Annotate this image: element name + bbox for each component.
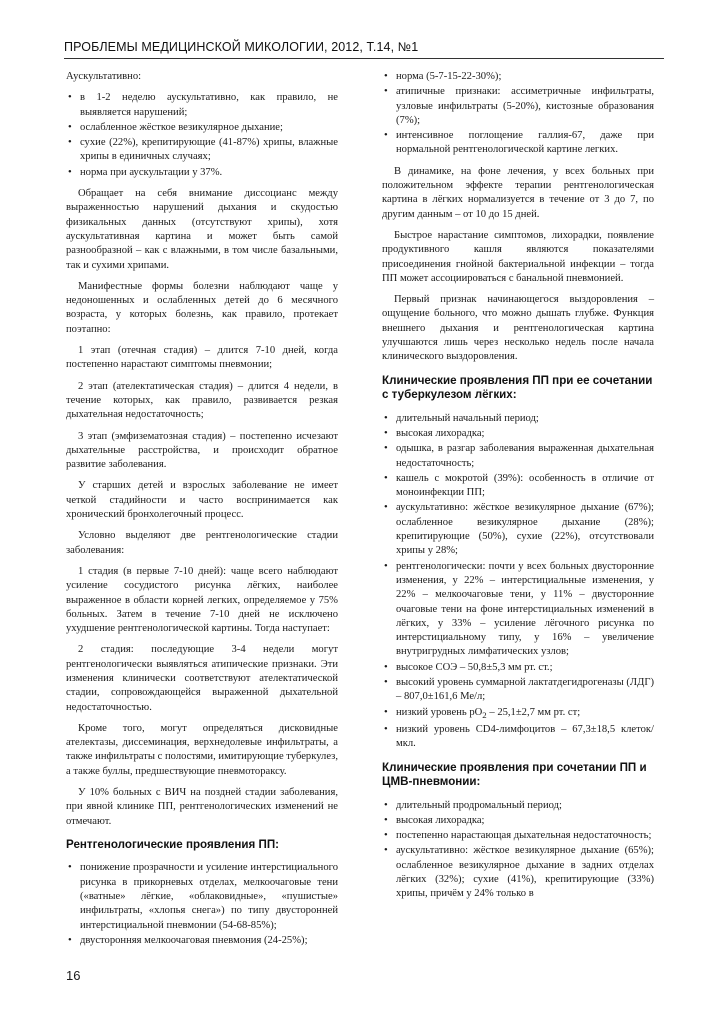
paragraph: У 10% больных с ВИЧ на поздней стадии заболевания, при явной клинике ПП, рентгенологических изменений не отмечают. (66, 787, 338, 827)
list-item: • высокое СОЭ – 50,8±5,3 мм рт. ст.; (382, 661, 654, 675)
left-column (66, 70, 338, 955)
list-item: • высокая лихорадка; (382, 814, 654, 828)
list-item: • кашель с мокротой (39%): особенность в отличие от моноинфекции ПП; (382, 472, 654, 501)
paragraph: 2 стадия: последующие 3-4 недели могут рентгенологически выявляться атипические признаки. Эти изменения клинически соответствуют ателектатической стадии, сопровождающейся выраженной дыхательной недостаточностью. (66, 644, 338, 713)
paragraph: Обращает на себя внимание диссоцианс между выраженностью нарушений дыхания и скудостью физикальных данных (отсутствуют хрипы), хотя аускультативная картина и может быть самой разнообразной – как с влажными, в том числе базальными, так и сухими хрипами. (66, 188, 338, 271)
list-item (382, 706, 654, 722)
cmv-list (382, 799, 654, 902)
section-heading-tb: Клинические проявления ПП при ее сочетании с туберкулезом лёгких: (382, 373, 653, 402)
list-item: • низкий уровень CD4-лимфоцитов – 67,3±18,5 клеток/мкл. (382, 723, 654, 752)
paragraph: Условно выделяют две рентгенологические стадии заболевания: (66, 530, 338, 556)
po2-value: – 25,1±2,7 мм рт. ст; (486, 706, 581, 718)
list-item: • рентгенологически: почти у всех больных двусторонние изменения, у 22% – интерстициальные изменения, у 22% – мелкоочаговые тени, у 11% – двусторонние очаговые тени на фоне интерстициальных изменений в лёгких, у 33% – усиление лёгочного рисунка по интерстициальному типу, у 16% – увеличение внутригрудных лимфатических узлов; (382, 560, 654, 660)
po2-subscript: 2 (482, 709, 487, 720)
auscultation-list (66, 91, 338, 180)
header-rule (64, 58, 664, 59)
paragraph: Кроме того, могут определяться дисковидные ателектазы, диссеминация, верхнедолевые инфильтраты, а также инфильтраты с полостями, имитирующие туберкулез, а также буллы, предшествующие пневмотораксу. (66, 722, 338, 777)
list-item: • интенсивное поглощение галлия-67, даже при нормальной рентгенологической картине легких. (382, 129, 654, 158)
list-item: • норма при аускультации у 37%. (66, 166, 338, 180)
paragraph: У старших детей и взрослых заболевание не имеет четкой стадийности и часто воспринимается как хронический бронхолегочный процесс. (66, 480, 338, 521)
section-heading-xray: Рентгенологические проявления ПП: (66, 837, 280, 851)
xray-list (66, 861, 338, 948)
auscultation-intro: Аускультативно: (66, 71, 142, 82)
page-number: 16 (66, 968, 81, 983)
list-item: • сухие (22%), крепитирующие (41-87%) хрипы, влажные хрипы в единичных случаях; (66, 136, 338, 165)
list-item: • в 1-2 неделю аускультативно, как правило, не выявляется нарушений; (66, 91, 338, 120)
list-item: • высокий уровень суммарной лактатдегидрогеназы (ЛДГ) – 807,0±161,6 Ме/л; (382, 676, 654, 705)
list-item: • понижение прозрачности и усиление интерстициального рисунка в прикорневых отделах, мелкоочаговые тени («ватные» лёгкие, «облаковидные», «пушистые» инфильтраты, «хлопья снега») по типу двусторонней интерстициальной пневмонии (54-68-85%); (66, 861, 338, 932)
paragraph: В динамике, на фоне лечения, у всех больных при положительном эффекте терапии рентгенологическая картина в лёгких нормализуется в течение от 3 до 7, по другим данным – от 10 до 15 дней. (382, 165, 654, 220)
paragraph: 3 этап (эмфизематозная стадия) – постепенно исчезают дыхательные расстройства, и происходит обратное развитие заболевания. (66, 430, 338, 471)
list-item: • аускультативно: жёсткое везикулярное дыхание (67%); ослабленное везикулярное дыхание (28%); крепитирующие (50%), сухие (22%), отсутствовали хрипы у 28%; (382, 501, 654, 558)
paragraph: Манифестные формы болезни наблюдают чаще у недоношенных и ослабленных детей до 6 месячного возраста, у которых болезнь, как правило, протекает поэтапно: (66, 280, 338, 335)
paragraph: 1 этап (отечная стадия) – длится 7-10 дней, когда постепенно нарастают симптомы пневмонии; (66, 345, 338, 371)
list-item: • длительный продромальный период; (382, 799, 654, 813)
section-heading-cmv: Клинические проявления при сочетании ПП и ЦМВ-пневмонии: (382, 760, 647, 789)
list-item: • двусторонняя мелкоочаговая пневмония (24-25%); (66, 934, 338, 948)
journal-header: ПРОБЛЕМЫ МЕДИЦИНСКОЙ МИКОЛОГИИ, 2012, Т.14, №1 (64, 40, 419, 54)
po2-text: низкий уровень рО (396, 706, 483, 718)
list-item: • ослабленное жёсткое везикулярное дыхание; (66, 121, 338, 135)
list-item: • высокая лихорадка; (382, 427, 654, 441)
right-column (382, 70, 654, 909)
list-item: • аускультативно: жёсткое везикулярное дыхание (65%); ослабленное везикулярное дыхание в задних отделах лёгких (32%); сухие (41%), крепитирующие (33%) хрипы, причём у 24% только в (382, 844, 654, 901)
list-item: • атипичные признаки: ассиметричные инфильтраты, узловые инфильтраты (5-20%), кистозные образования (7%); (382, 85, 654, 128)
list-item: • норма (5-7-15-22-30%); (382, 70, 654, 84)
paragraph: Первый признак начинающегося выздоровления – ощущение больного, что можно дышать глубже. Функция внешнего дыхания и рентгенологическая картина улучшаются лишь через несколько недель после начала клинического выздоровления. (382, 294, 654, 363)
paragraph: Быстрое нарастание симптомов, лихорадки, появление продуктивного кашля являются показателями присоединения гнойной бактериальной инфекции – тогда ПП может ассоциироваться с банальной пневмонией. (382, 229, 654, 284)
list-item: • одышка, в разгар заболевания выраженная дыхательная недостаточность; (382, 442, 654, 471)
xray-list-continued (382, 70, 654, 158)
paragraph: 2 этап (ателектатическая стадия) – длится 4 недели, в течение которых, как правило, развивается резкая дыхательная недостаточность; (66, 380, 338, 421)
tb-list (382, 412, 654, 752)
paragraph: 1 стадия (в первые 7-10 дней): чаще всего наблюдают усиление сосудистого рисунка лёгких, наиболее выраженное в области корней легких, определяемое у 75% больных. Затем в течение 7-10 дней не исключено ухудшение рентгенологической картины. Тогда наступает: (66, 565, 338, 635)
list-item: • длительный начальный период; (382, 412, 654, 426)
list-item: • постепенно нарастающая дыхательная недостаточность; (382, 829, 654, 843)
